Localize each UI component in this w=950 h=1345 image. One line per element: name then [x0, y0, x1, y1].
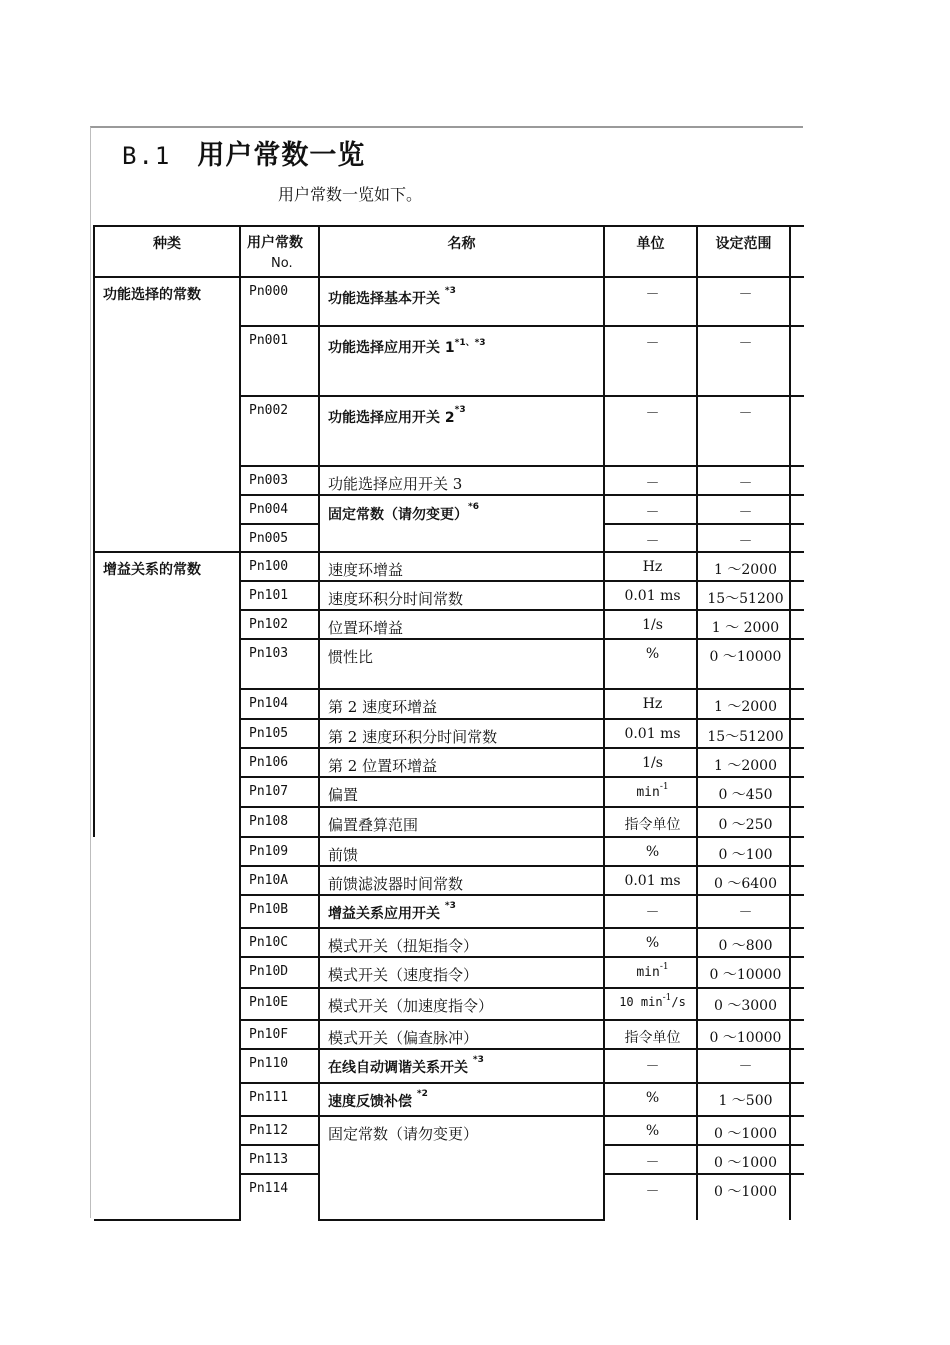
param-no: Pn103 — [240, 639, 319, 689]
header-unit: 单位 — [604, 226, 697, 277]
param-range: － — [697, 466, 790, 495]
param-name: 功能选择基本开关 $^{*3}$ — [319, 277, 604, 326]
section-title: 用户常数一览 — [197, 140, 366, 171]
param-range: 0 ～250 — [697, 807, 790, 837]
param-no: Pn101 — [240, 581, 319, 610]
param-no: Pn10D — [240, 957, 319, 988]
param-name: 固定常数（请勿变更） — [319, 1116, 604, 1220]
param-name: 速度环增益 — [319, 552, 604, 581]
param-name: 固定常数（请勿变更）$^{*6}$ — [319, 495, 604, 552]
param-range: － — [697, 277, 790, 326]
param-range: 0 ～1000 — [697, 1174, 790, 1220]
param-no: Pn104 — [240, 689, 319, 719]
param-unit: % — [604, 1116, 697, 1145]
param-unit: － — [604, 895, 697, 928]
param-name: 偏置叠算范围 — [319, 807, 604, 837]
section-heading — [122, 133, 365, 172]
param-name: 模式开关（加速度指令） — [319, 988, 604, 1020]
param-no: Pn003 — [240, 466, 319, 495]
param-name: 第 2 速度环增益 — [319, 689, 604, 719]
param-name: 前馈 — [319, 837, 604, 866]
param-unit: － — [604, 1145, 697, 1174]
table-row — [94, 277, 804, 326]
param-unit: 10 $\min^{-1}/s$ — [604, 988, 697, 1020]
param-range: 0 ～1000 — [697, 1116, 790, 1145]
param-name: 模式开关（扭矩指令） — [319, 928, 604, 957]
param-no: Pn107 — [240, 777, 319, 807]
param-unit: 0.01 ms — [604, 866, 697, 895]
param-no: Pn102 — [240, 610, 319, 639]
param-range: － — [697, 895, 790, 928]
param-range: 0 ～3000 — [697, 988, 790, 1020]
param-range: 1 ～2000 — [697, 689, 790, 719]
unit-min: min — [636, 785, 660, 800]
param-unit: % — [604, 928, 697, 957]
param-name: 速度环积分时间常数 — [319, 581, 604, 610]
param-unit: － — [604, 495, 697, 524]
param-range: 0 ～10000 — [697, 957, 790, 988]
param-name: 前馈滤波器时间常数 — [319, 866, 604, 895]
param-range: － — [697, 1049, 790, 1083]
param-no: Pn105 — [240, 719, 319, 748]
section-number: B.1 — [122, 142, 172, 170]
param-name: 模式开关（偏查脉冲） — [319, 1020, 604, 1049]
param-range: 0 ～800 — [697, 928, 790, 957]
table-row — [94, 837, 804, 866]
param-no: Pn113 — [240, 1145, 319, 1174]
param-range: 0 ～6400 — [697, 866, 790, 895]
table-header-row — [94, 226, 804, 277]
param-no: Pn100 — [240, 552, 319, 581]
param-no: Pn110 — [240, 1049, 319, 1083]
category-gain: 增益关系的常数 — [94, 552, 240, 837]
param-unit: $\min^{-1}$ — [604, 777, 697, 807]
header-extra — [790, 226, 804, 277]
param-no: Pn108 — [240, 807, 319, 837]
param-no: Pn005 — [240, 524, 319, 552]
param-range: 15～51200 — [697, 719, 790, 748]
header-category: 种类 — [94, 226, 240, 277]
section-intro: 用户常数一览如下。 — [278, 185, 423, 204]
param-name: 偏置 — [319, 777, 604, 807]
param-range: － — [697, 396, 790, 466]
param-name: 模式开关（速度指令） — [319, 957, 604, 988]
category-continuation — [94, 837, 240, 1220]
param-unit: 0.01 ms — [604, 719, 697, 748]
unit-min: min — [636, 965, 660, 980]
param-range: 0 ～10000 — [697, 639, 790, 689]
param-no: Pn10A — [240, 866, 319, 895]
param-name: 功能选择应用开关 $1^{*1、*3}$ — [319, 326, 604, 396]
parameter-table — [93, 225, 804, 1221]
param-no: Pn000 — [240, 277, 319, 326]
param-unit: Hz — [604, 689, 697, 719]
param-no: Pn10E — [240, 988, 319, 1020]
param-unit: $\min^{-1}$ — [604, 957, 697, 988]
param-range: 1 ～500 — [697, 1083, 790, 1116]
param-unit: 1/s — [604, 748, 697, 777]
header-name: 名称 — [319, 226, 604, 277]
param-range: － — [697, 326, 790, 396]
param-no: Pn10C — [240, 928, 319, 957]
param-range: － — [697, 495, 790, 524]
param-unit: % — [604, 1083, 697, 1116]
param-no: Pn106 — [240, 748, 319, 777]
param-name: 增益关系应用开关 $^{*3}$ — [319, 895, 604, 928]
param-unit: － — [604, 277, 697, 326]
param-unit: % — [604, 639, 697, 689]
param-range: 0 ～450 — [697, 777, 790, 807]
header-param-no-line1: 用户常数 — [247, 235, 303, 251]
param-no: Pn10F — [240, 1020, 319, 1049]
param-unit: － — [604, 1174, 697, 1220]
header-param-no-line2: No. — [271, 256, 293, 271]
param-range: 15～51200 — [697, 581, 790, 610]
param-unit: － — [604, 524, 697, 552]
param-no: Pn001 — [240, 326, 319, 396]
param-name: 功能选择应用开关 2$^{*3}$ — [319, 396, 604, 466]
header-range: 设定范围 — [697, 226, 790, 277]
param-name: 第 2 位置环增益 — [319, 748, 604, 777]
param-name: 在线自动调谐关系开关 $^{*3}$ — [319, 1049, 604, 1083]
param-name: 位置环增益 — [319, 610, 604, 639]
param-range: 0 ～100 — [697, 837, 790, 866]
param-no: Pn114 — [240, 1174, 319, 1220]
category-function: 功能选择的常数 — [94, 277, 240, 552]
param-unit: 0.01 ms — [604, 581, 697, 610]
param-unit: Hz — [604, 552, 697, 581]
param-unit: － — [604, 396, 697, 466]
param-no: Pn111 — [240, 1083, 319, 1116]
param-range: 0 ～10000 — [697, 1020, 790, 1049]
unit-accel: 10 min — [619, 995, 663, 1009]
param-no: Pn112 — [240, 1116, 319, 1145]
param-unit: － — [604, 1049, 697, 1083]
param-unit: 1/s — [604, 610, 697, 639]
param-range: 1 ～2000 — [697, 748, 790, 777]
param-name: 速度反馈补偿 $^{*2}$ — [319, 1083, 604, 1116]
param-no: Pn004 — [240, 495, 319, 524]
param-name: 第 2 速度环积分时间常数 — [319, 719, 604, 748]
param-no: Pn10B — [240, 895, 319, 928]
param-range: － — [697, 524, 790, 552]
param-no: Pn002 — [240, 396, 319, 466]
param-name: 功能选择应用开关 3 — [319, 466, 604, 495]
param-no: Pn109 — [240, 837, 319, 866]
param-unit: 指令单位 — [604, 807, 697, 837]
param-unit: % — [604, 837, 697, 866]
param-name: 惯性比 — [319, 639, 604, 689]
param-unit: 指令单位 — [604, 1020, 697, 1049]
header-param-no — [240, 226, 319, 277]
param-unit: － — [604, 326, 697, 396]
param-range: 0 ～1000 — [697, 1145, 790, 1174]
param-range: 1 ～ 2000 — [697, 610, 790, 639]
param-unit: － — [604, 466, 697, 495]
param-range: 1 ～2000 — [697, 552, 790, 581]
table-row — [94, 552, 804, 581]
